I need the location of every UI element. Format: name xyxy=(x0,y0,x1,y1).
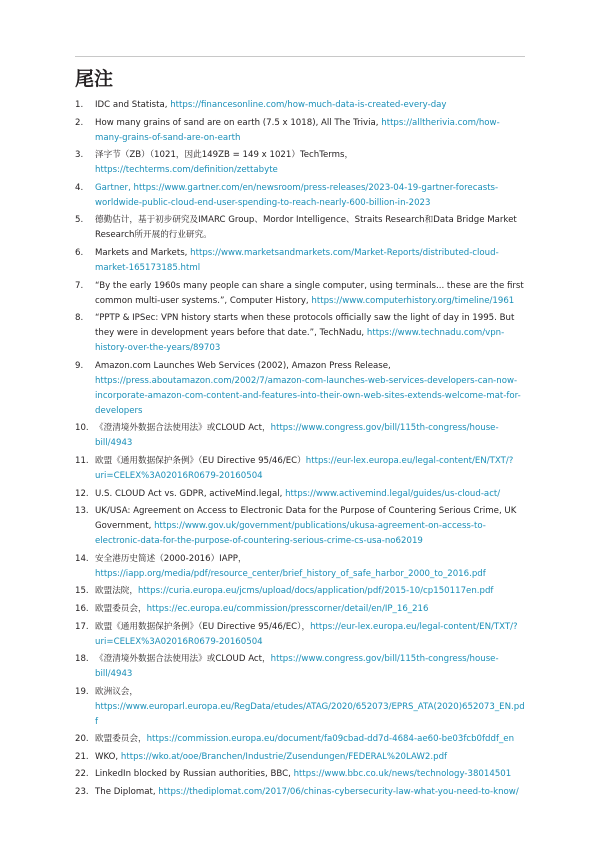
endnote-text: LinkedIn blocked by Russian authorities, BBC, xyxy=(95,769,294,780)
endnote-text: Markets and Markets, xyxy=(95,247,191,258)
endnote-link[interactable]: https://www.congress.gov/bill/115th-congress/house-bill/4943 xyxy=(95,423,499,449)
endnote-text: “By the early 1960s many people can share a single computer, using terminals... these are the first common multi-user systems.”, Computer History, xyxy=(95,280,524,306)
endnote-link[interactable]: https://eur-lex.europa.eu/legal-content/EN/TXT/?uri=CELEX%3A02016R0679-20160504 xyxy=(95,621,518,647)
endnote-number: 6. xyxy=(75,247,84,258)
endnote-text: UK/USA: Agreement on Access to Electronic Data for the Purpose of Countering Serious Crime, UK Government, xyxy=(95,506,517,532)
endnote-number: 5. xyxy=(75,215,84,226)
endnote-link[interactable]: https://www.congress.gov/bill/115th-congress/house-bill/4943 xyxy=(95,654,499,680)
endnote-text: Amazon.com Launches Web Services (2002), Amazon Press Release, xyxy=(95,360,391,371)
endnote-link[interactable]: https://www.activemind.legal/guides/us-cloud-act/ xyxy=(285,488,501,499)
endnote-number: 9. xyxy=(75,360,84,371)
endnote-number: 16. xyxy=(75,603,89,614)
endnote-item xyxy=(75,181,525,211)
endnote-link[interactable]: https://eur-lex.europa.eu/legal-content/EN/TXT/?uri=CELEX%3A02016R0679-20160504 xyxy=(95,455,514,481)
endnote-item xyxy=(75,454,525,484)
endnote-number: 17. xyxy=(75,621,89,632)
endnote-text: 欧盟《通用数据保护条例》（EU Directive 95/46/EC） xyxy=(95,455,306,466)
endnote-text: WKO, xyxy=(95,751,121,762)
endnote-text: 泽字节（ZB）（1021，因此149ZB = 149 x 1021）TechTerms， xyxy=(95,150,354,161)
endnote-number: 7. xyxy=(75,280,84,291)
endnote-number: 23. xyxy=(75,787,89,798)
endnote-item xyxy=(75,279,525,309)
endnote-link[interactable]: https://thediplomat.com/2017/06/chinas-cybersecurity-law-what-you-need-to-know/ xyxy=(158,787,519,798)
endnote-link[interactable]: https://iapp.org/media/pdf/resource_center/brief_history_of_safe_harbor_2000_to_2016.pdf xyxy=(95,568,486,579)
endnote-link[interactable]: Gartner, https://www.gartner.com/en/newsroom/press-releases/2023-04-19-gartner-forecasts-worldwide-public-cloud-end-user-spending-to-reach-nearly-600-billion-in-2023 xyxy=(95,182,499,208)
endnote-item xyxy=(75,421,525,451)
endnote-text: 欧盟法院， xyxy=(95,586,138,597)
endnote-item xyxy=(75,213,525,243)
page-title: 尾注 xyxy=(75,68,114,90)
endnote-number: 21. xyxy=(75,751,89,762)
endnote-text: 《澄清境外数据合法使用法》或CLOUD Act， xyxy=(95,423,271,434)
endnote-number: 12. xyxy=(75,488,89,499)
endnote-item xyxy=(75,98,525,113)
endnote-link[interactable]: https://www.marketsandmarkets.com/Market-Reports/distributed-cloud-market-165173185.html xyxy=(95,247,499,273)
endnote-number: 10. xyxy=(75,423,89,434)
endnote-link[interactable]: https://commission.europa.eu/document/fa09cbad-dd7d-4684-ae60-be03fcb0fddf_en xyxy=(146,734,515,745)
endnote-item xyxy=(75,685,525,730)
endnote-number: 1. xyxy=(75,100,84,110)
endnote-link[interactable]: https://techterms.com/definition/zettabyte xyxy=(95,165,278,176)
endnote-item xyxy=(75,504,525,549)
endnote-link[interactable]: https://wko.at/ooe/Branchen/Industrie/Zusendungen/FEDERAL%20LAW2.pdf xyxy=(120,751,448,762)
endnote-text: 欧洲议会， xyxy=(95,686,138,697)
endnote-item xyxy=(75,602,525,617)
endnote-text: 安全港历史简述（2000-2016）IAPP， xyxy=(95,553,247,564)
endnote-link[interactable]: https://www.bbc.co.uk/news/technology-38014501 xyxy=(293,769,512,780)
endnotes-list xyxy=(75,98,525,803)
endnote-text: How many grains of sand are on earth (7.5 x 1018), All The Trivia, xyxy=(95,117,382,128)
endnote-link[interactable]: https://ec.europa.eu/commission/presscorner/detail/en/IP_16_216 xyxy=(146,603,429,614)
endnote-item xyxy=(75,620,525,650)
endnote-text: U.S. CLOUD Act vs. GDPR, activeMind.legal, xyxy=(95,488,286,499)
endnote-text: 欧盟委员会， xyxy=(95,734,147,745)
endnote-text: “PPTP & IPSec: VPN history starts when these protocols officially saw the light of day in 1995. But they were in development years before that date.”, TechNadu, xyxy=(95,313,515,339)
endnote-link[interactable]: https://www.computerhistory.org/timeline/1961 xyxy=(311,295,515,306)
endnote-item xyxy=(75,552,525,582)
endnote-number: 18. xyxy=(75,654,89,665)
endnote-item xyxy=(75,785,525,800)
endnote-text: 德勤估计，基于初步研究及IMARC Group、Mordor Intelligence、Straits Research和Data Bridge Market Research所开展的行业研究。 xyxy=(95,215,517,241)
endnote-number: 22. xyxy=(75,769,89,780)
endnote-item xyxy=(75,148,525,178)
endnote-item xyxy=(75,311,525,356)
endnote-item xyxy=(75,116,525,146)
endnote-number: 13. xyxy=(75,506,89,517)
endnote-text: 《澄清境外数据合法使用法》或CLOUD Act， xyxy=(95,654,271,665)
endnote-item xyxy=(75,750,525,765)
endnote-text: 欧盟《通用数据保护条例》（EU Directive 95/46/EC）， xyxy=(95,621,311,632)
endnote-number: 4. xyxy=(75,182,84,193)
endnote-number: 20. xyxy=(75,734,89,745)
endnote-text: The Diplomat, xyxy=(95,787,159,798)
endnote-link[interactable]: https://financesonline.com/how-much-data-is-created-every-day xyxy=(170,100,447,110)
endnote-number: 15. xyxy=(75,586,89,597)
endnote-item xyxy=(75,767,525,782)
endnote-item xyxy=(75,584,525,599)
header-divider xyxy=(75,56,525,57)
endnote-link[interactable]: https://alltherivia.com/how-many-grains-of-sand-are-on-earth xyxy=(95,117,500,143)
endnote-number: 14. xyxy=(75,553,89,564)
endnote-link[interactable]: https://www.europarl.europa.eu/RegData/etudes/ATAG/2020/652073/EPRS_ATA(2020)652073_EN.pdf xyxy=(95,701,525,727)
endnote-number: 2. xyxy=(75,117,84,128)
endnote-number: 3. xyxy=(75,150,84,161)
endnote-number: 19. xyxy=(75,686,89,697)
endnote-item xyxy=(75,246,525,276)
endnote-text: 欧盟委员会， xyxy=(95,603,147,614)
endnote-item xyxy=(75,487,525,502)
endnote-link[interactable]: https://www.gov.uk/government/publications/ukusa-agreement-on-access-to-electronic-data-for-the-purpose-of-countering-serious-crime-cs-usa-no62019 xyxy=(95,521,486,547)
endnote-item xyxy=(75,732,525,747)
endnote-number: 11. xyxy=(75,455,89,466)
endnote-link[interactable]: https://curia.europa.eu/jcms/upload/docs/application/pdf/2015-10/cp150117en.pdf xyxy=(137,586,494,597)
endnote-text: IDC and Statista, xyxy=(95,100,171,110)
endnote-link[interactable]: https://press.aboutamazon.com/2002/7/amazon-com-launches-web-services-developers-can-now-incorporate-amazon-com-content-and-features-into-their-own-web-sites-extends-welcome-mat-for-developers xyxy=(95,375,521,416)
endnote-number: 8. xyxy=(75,313,84,324)
endnote-link[interactable]: https://www.technadu.com/vpn-history-over-the-years/89703 xyxy=(95,328,505,354)
endnote-item xyxy=(75,359,525,419)
endnote-item xyxy=(75,652,525,682)
